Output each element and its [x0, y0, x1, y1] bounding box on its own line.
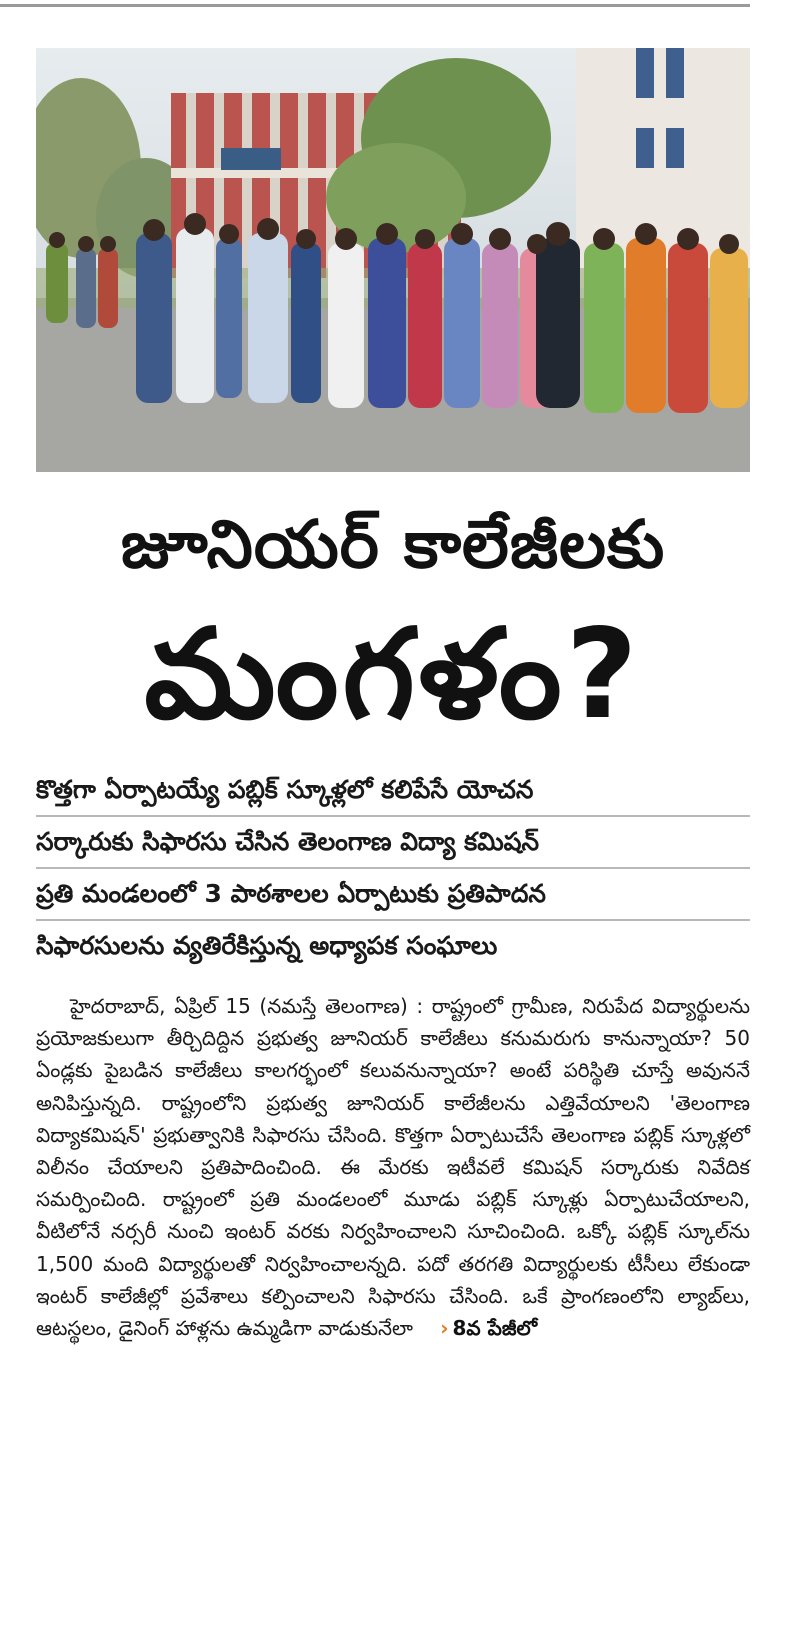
headline-line-2: మంగళం? [144, 603, 642, 747]
headline-line-1: జూనియర్ కాలేజీలకు [120, 506, 666, 583]
article-photo [36, 48, 750, 472]
subheadline-deck: కొత్తగా ఏర్పాటయ్యే పబ్లిక్ స్కూళ్లలో కలిపేసే యోచన [36, 765, 750, 817]
subheadline-deck: ప్రతి మండలంలో 3 పాఠశాలల ఏర్పాటుకు ప్రతిపాదన [36, 869, 750, 921]
subheadline-decks [36, 765, 750, 971]
chevron-right-icon: › [440, 1316, 449, 1341]
article-body [36, 990, 750, 1344]
subheadline-deck: సర్కారుకు సిఫారసు చేసిన తెలంగాణ విద్యా కమిషన్ [36, 817, 750, 869]
subheadline-deck: సిఫారసులను వ్యతిరేకిస్తున్న అధ్యాపక సంఘాలు [36, 931, 498, 960]
article-paragraph [36, 990, 750, 1344]
students-walking-photo-icon [36, 48, 750, 472]
continued-page-link[interactable] [419, 1316, 537, 1340]
article-text: హైదరాబాద్, ఏప్రిల్ 15 (నమస్తే తెలంగాణ) : రాష్ట్రంలో గ్రామీణ, నిరుపేద విద్యార్థులను ప్రయోజకులుగా తీర్చిదిద్దిన ప్రభుత్వ జూనియర్ కాలేజీలు కనుమరుగు కానున్నాయా? 50 ఏండ్లకు పైబడిన కాలేజీలు కాలగర్భంలో కలువనున్నాయా? అంటే పరిస్థితి చూస్తే అవుననే అనిపిస్తున్నది. రాష్ట్రంలోని ప్రభుత్వ జూనియర్ కాలేజీలను ఎత్తివేయాలని 'తెలంగాణ విద్యాకమిషన్' ప్రభుత్వానికి సిఫారసు చేసింది. కొత్తగా ఏర్పాటుచేసే తెలంగాణ పబ్లిక్ స్కూళ్లలో విలీనం చేయాలని ప్రతిపాదించింది. ఈ మేరకు ఇటీవలే కమిషన్ సర్కారుకు నివేదిక సమర్పించింది. రాష్ట్రంలో ప్రతి మండలంలో మూడు పబ్లిక్ స్కూళ్లు ఏర్పాటుచేయాలని, వీటిలోనే నర్సరీ నుంచి ఇంటర్ వరకు నిర్వహించాలని సూచించింది. ఒక్కో పబ్లిక్ స్కూల్‌ను 1,500 మంది విద్యార్థులతో నిర్వహించాలన్నది. పదో తరగతి విద్యార్థులకు టీసీలు లేకుండా ఇంటర్ కాలేజీల్లో ప్రవేశాలు కల్పించాలని సిఫారసు చేసింది. ఒకే ప్రాంగణంలోని ల్యాబ్‌లు, ఆటస్థలం, డైనింగ్ హాళ్లను ఉమ్మడిగా వాడుకునేలా [36, 994, 750, 1341]
top-rule [0, 4, 750, 7]
continued-page-label: 8వ పేజీలో [452, 1316, 538, 1341]
